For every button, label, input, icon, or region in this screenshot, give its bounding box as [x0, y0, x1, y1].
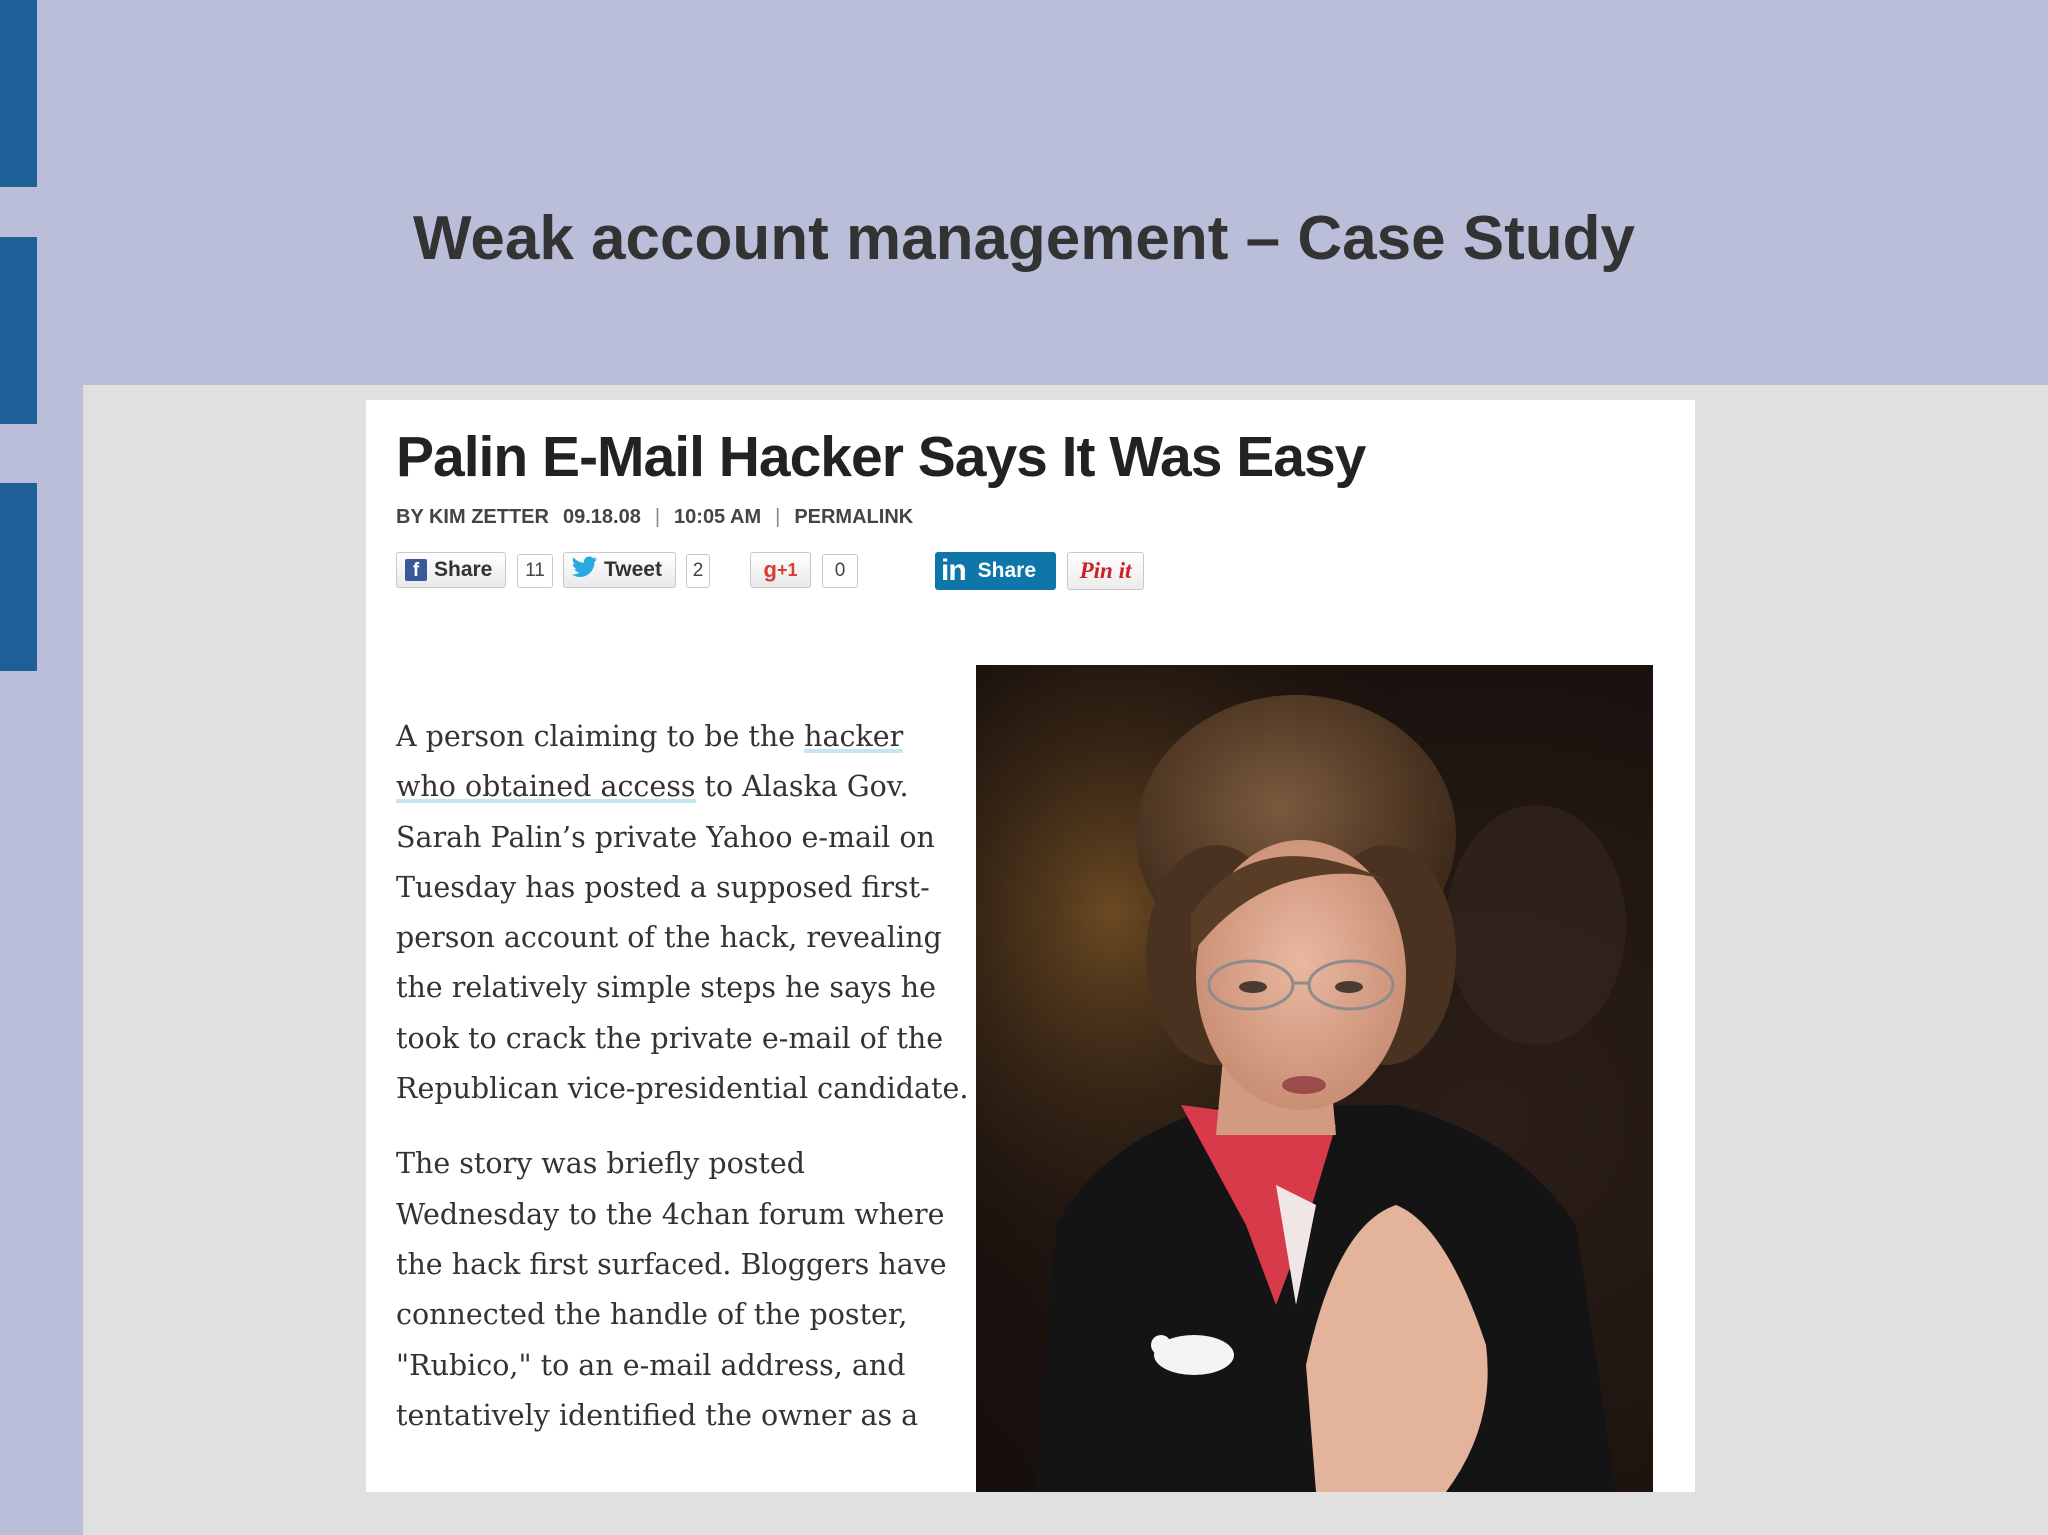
portrait-photo-illustration [976, 665, 1653, 1492]
facebook-share-label: Share [434, 558, 493, 581]
byline-author: BY KIM ZETTER [396, 506, 549, 528]
article-paragraph: The story was briefly posted Wednesday to the 4chan forum where the hack first surfaced. Bloggers have connected the handle of the poster, "Rubico," to an e-mail address, and tentatively identified the owner as a [396, 1147, 947, 1432]
byline-date: 09.18.08 [562, 506, 641, 528]
facebook-share-count: 11 [517, 554, 553, 588]
tweet-button[interactable] [563, 552, 676, 588]
hacker-article-link[interactable]: hacker who obtained access [396, 720, 904, 804]
side-accent-bar [0, 483, 37, 671]
linkedin-icon: in [941, 554, 966, 587]
facebook-share-button[interactable] [396, 552, 506, 588]
google-plus-label: +1 [776, 559, 798, 580]
article-body [396, 712, 971, 1466]
article-headline: Palin E-Mail Hacker Says It Was Easy [396, 425, 1366, 489]
byline: BY KIM ZETTER 09.18.08 | 10:05 AM | PERMALINK [396, 506, 914, 528]
google-plus-count: 0 [822, 554, 858, 588]
article-screenshot [366, 400, 1695, 1492]
google-plus-icon: g [763, 557, 777, 582]
tweet-count: 2 [686, 554, 710, 588]
pinterest-pin-button[interactable]: Pin it [1067, 552, 1144, 590]
paragraph-rest-text: to Alaska Gov. Sarah Palin’s private Yahoo e-mail on Tuesday has posted a supposed first-person account of the hack, revealing the relatively simple steps he says he took to crack the private e-mail of the Republican vice-presidential candidate. [396, 770, 969, 1106]
permalink-link[interactable]: PERMALINK [794, 506, 914, 528]
paragraph-lead-text: A person claiming to be the [396, 720, 805, 753]
twitter-bird-icon [572, 556, 598, 584]
article-paragraph [396, 712, 971, 1114]
side-accent-bar [0, 0, 37, 187]
google-plus-button[interactable] [750, 552, 811, 588]
tweet-label: Tweet [604, 558, 662, 581]
byline-time: 10:05 AM [674, 506, 762, 528]
slide-title: Weak account management – Case Study [412, 204, 1636, 273]
linkedin-share-label: Share [977, 559, 1037, 582]
linkedin-share-button[interactable] [935, 552, 1056, 590]
article-photo [976, 665, 1653, 1492]
facebook-icon: f [405, 559, 427, 581]
